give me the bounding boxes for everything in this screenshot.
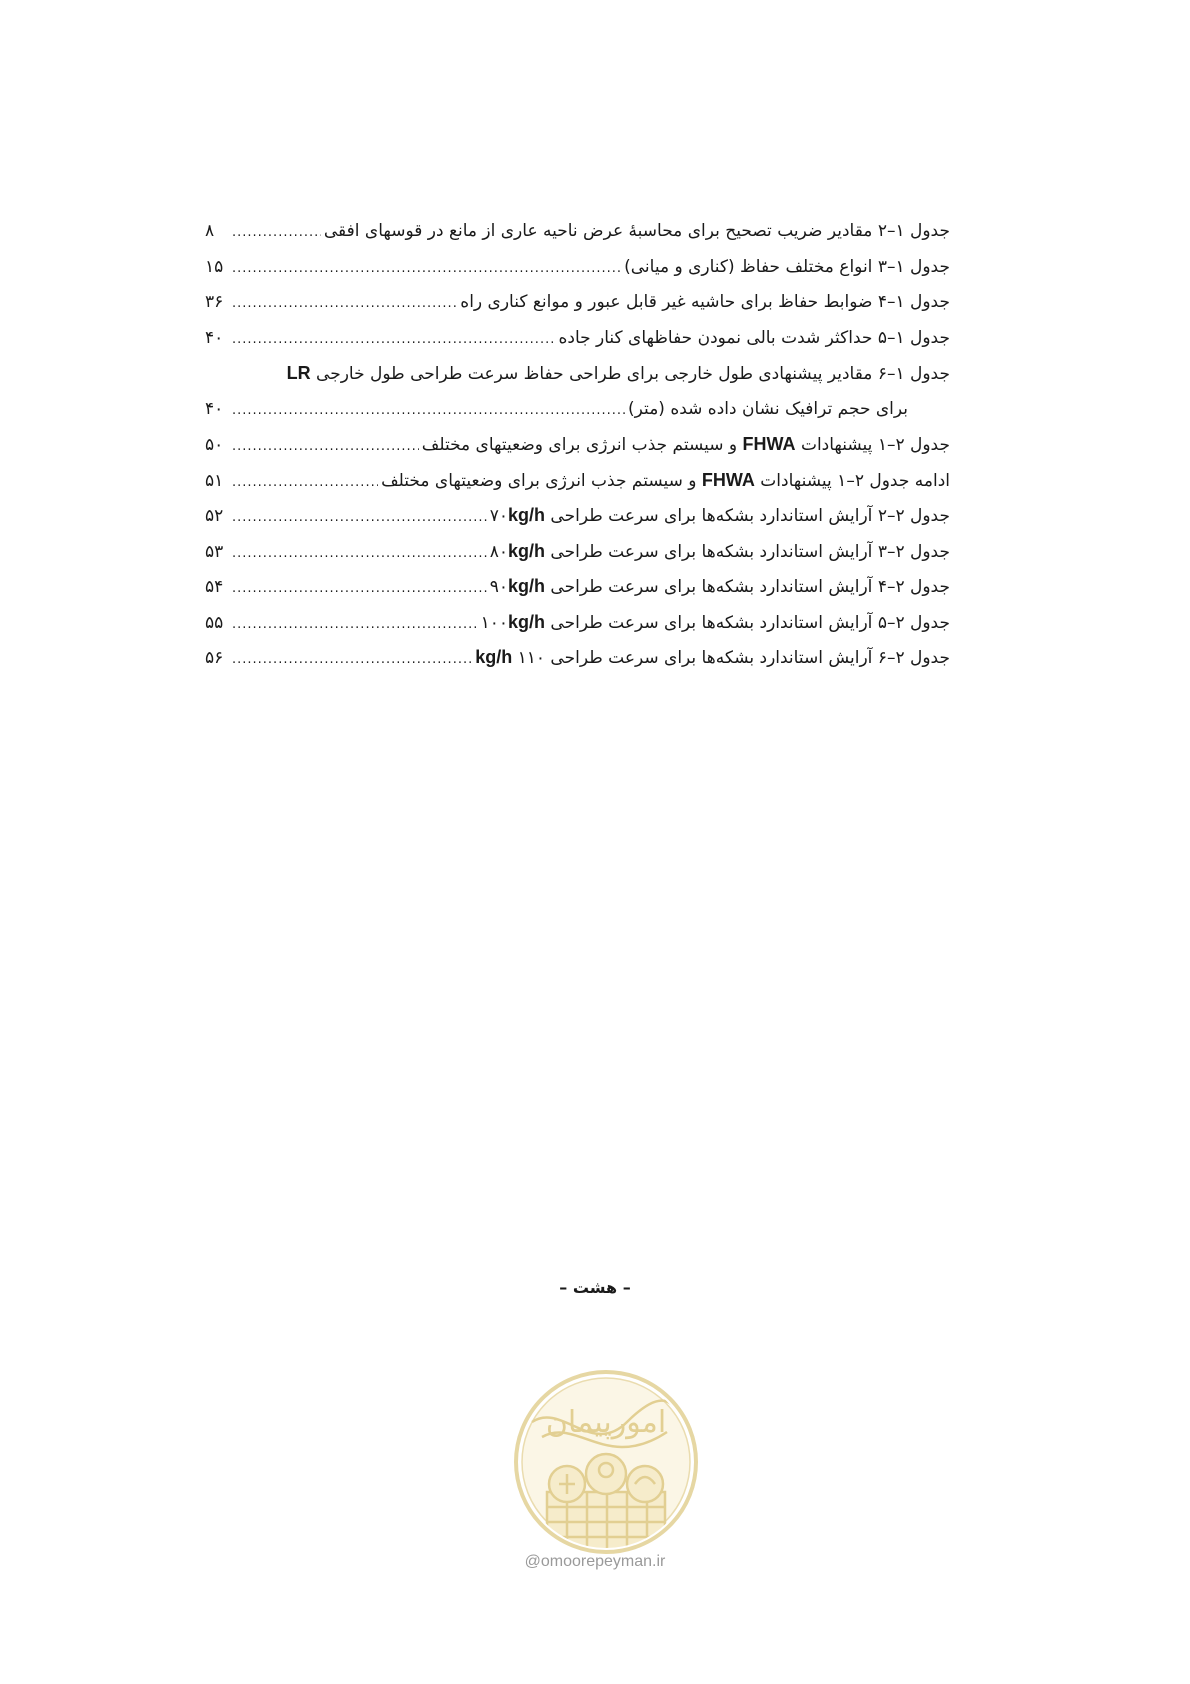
dot-leader bbox=[232, 642, 472, 678]
toc-entry[interactable] bbox=[205, 285, 950, 321]
dot-leader bbox=[232, 465, 378, 501]
toc-entry-page: ۳۶ bbox=[205, 292, 224, 312]
dot-leader bbox=[232, 215, 321, 251]
toc-entry-page: ۸ bbox=[205, 221, 215, 241]
toc-entry[interactable] bbox=[205, 214, 950, 250]
toc-entry-title: جدول ۲–۱ پیشنهادات FHWA و سیستم جذب انرژی برای وضعیتهای مختلف bbox=[421, 434, 950, 455]
toc-entry-title: ادامه جدول ۲–۱ پیشنهادات FHWA و سیستم جذب انرژی برای وضعیتهای مختلف bbox=[381, 469, 950, 491]
watermark-logo-text: امورپیمان bbox=[545, 1405, 667, 1440]
toc-entry-continuation[interactable] bbox=[205, 392, 950, 428]
toc-entry-page: ۴۰ bbox=[205, 327, 224, 348]
toc-entry[interactable] bbox=[205, 498, 950, 534]
dot-leader bbox=[232, 500, 487, 536]
table-of-tables bbox=[205, 214, 950, 676]
toc-entry-title: جدول ۱–۵ حداکثر شدت بالی نمودن حفاظهای کنار جاده bbox=[558, 327, 950, 348]
at-icon: @ bbox=[524, 1553, 541, 1570]
toc-entry-title: جدول ۲–۶ آرایش استاندارد بشکه‌ها برای سرعت طراحی ۱۱۰ kg/h bbox=[475, 647, 950, 668]
dot-leader bbox=[232, 393, 625, 429]
toc-entry[interactable] bbox=[205, 463, 950, 499]
dot-leader bbox=[232, 322, 555, 358]
toc-entry-page: ۵۵ bbox=[205, 612, 224, 633]
toc-entry[interactable] bbox=[205, 321, 950, 357]
dot-leader bbox=[232, 607, 478, 643]
page-number-footer: – هشت – bbox=[559, 1278, 631, 1297]
dot-leader bbox=[232, 429, 419, 465]
toc-entry-title: جدول ۱–۲ مقادیر ضریب تصحیح برای محاسبهٔ عرض ناحیه عاری از مانع در قوسهای افقی bbox=[323, 221, 950, 241]
toc-entry-title: جدول ۱–۴ ضوابط حفاظ برای حاشیه غیر قابل عبور و موانع کناری راه bbox=[460, 292, 950, 312]
dot-leader bbox=[232, 536, 487, 572]
toc-entry-title: جدول ۲–۵ آرایش استاندارد بشکه‌ها برای سرعت طراحی ۱۰۰kg/h bbox=[480, 611, 950, 633]
toc-entry-page: ۴۰ bbox=[205, 398, 224, 419]
toc-entry-page: ۵۳ bbox=[205, 541, 224, 562]
toc-entry[interactable] bbox=[205, 534, 950, 570]
dot-leader bbox=[232, 286, 457, 322]
toc-entry-page: ۵۰ bbox=[205, 435, 224, 455]
dot-leader bbox=[232, 251, 621, 287]
toc-entry[interactable] bbox=[205, 640, 950, 676]
watermark-site-url: @omoorepeyman.ir bbox=[524, 1553, 666, 1570]
toc-entry-page: ۵۴ bbox=[205, 577, 224, 597]
toc-entry-title: جدول ۱–۶ مقادیر پیشنهادی طول خارجی برای طراحی حفاظ سرعت طراحی طول خارجی LR bbox=[286, 363, 950, 384]
toc-entry-title: برای حجم ترافیک نشان داده شده (متر) bbox=[628, 398, 908, 419]
toc-entry[interactable] bbox=[205, 427, 950, 463]
toc-entry-title: جدول ۲–۳ آرایش استاندارد بشکه‌ها برای سرعت طراحی ۸۰kg/h bbox=[489, 540, 950, 562]
toc-entry-page: ۱۵ bbox=[205, 256, 224, 277]
toc-entry-page: ۵۲ bbox=[205, 506, 224, 526]
toc-entry[interactable] bbox=[205, 605, 950, 641]
toc-entry[interactable] bbox=[205, 250, 950, 286]
toc-entry-title: جدول ۲–۲ آرایش استاندارد بشکه‌ها برای سرعت طراحی ۷۰kg/h bbox=[489, 505, 950, 526]
toc-entry[interactable] bbox=[205, 569, 950, 605]
dot-leader bbox=[232, 571, 487, 607]
toc-entry-title: جدول ۲–۴ آرایش استاندارد بشکه‌ها برای سرعت طراحی ۹۰kg/h bbox=[489, 576, 950, 597]
toc-entry-page: ۵۱ bbox=[205, 470, 224, 491]
toc-entry-first-line[interactable] bbox=[205, 356, 950, 392]
toc-entry-page: ۵۶ bbox=[205, 648, 224, 668]
toc-entry-title: جدول ۱–۳ انواع مختلف حفاظ (کناری و میانی) bbox=[624, 256, 950, 277]
